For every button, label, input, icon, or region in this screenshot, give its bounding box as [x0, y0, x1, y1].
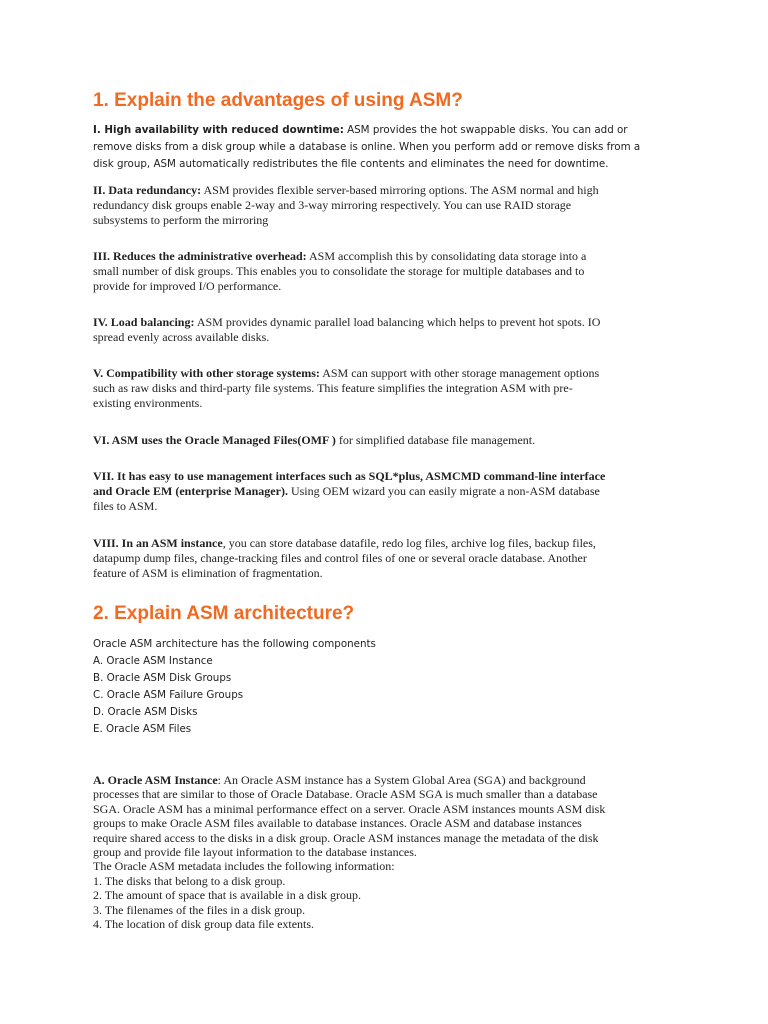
paragraph-admin-overhead — [93, 249, 683, 294]
text-line: ASM provides flexible server-based mirroring options. The ASM normal and high — [201, 183, 599, 197]
text-line: redundancy disk groups enable 2-way and 3-way mirroring respectively. You can use RAID storage — [93, 198, 572, 212]
list-item: 3. The filenames of the files in a disk group. — [93, 902, 306, 917]
paragraph-omf — [93, 433, 683, 448]
term-data-redundancy: II. Data redundancy: — [93, 183, 202, 197]
text-line: ASM provides dynamic parallel load balancing which helps to prevent hot spots. IO — [194, 315, 601, 329]
paragraph-compatibility — [93, 366, 683, 411]
term-high-availability: I. High availability with reduced downtime: — [93, 124, 344, 136]
text-line: ASM can support with other storage management options — [319, 366, 600, 380]
list-item: D. Oracle ASM Disks — [93, 706, 198, 718]
heading-architecture: 2. Explain ASM architecture? — [93, 603, 355, 624]
text-line: groups to make Oracle ASM files available to database instances. Oracle ASM and database instances — [93, 816, 582, 831]
term-admin-overhead: III. Reduces the administrative overhead: — [93, 249, 307, 263]
term-load-balancing: IV. Load balancing: — [93, 315, 195, 329]
term-management-interfaces: VII. It has easy to use management interfaces such as SQL*plus, ASMCMD command-line interface — [93, 469, 606, 483]
paragraph-high-availability — [93, 122, 683, 173]
text-line: ASM accomplish this by consolidating data storage into a — [306, 249, 587, 263]
list-item: 1. The disks that belong to a disk group. — [93, 873, 286, 888]
term-asm-instance: VIII. In an ASM instance — [93, 536, 223, 550]
list-item: 2. The amount of space that is available in a disk group. — [93, 888, 362, 903]
text-line: group and provide file layout information to the database instances. — [93, 845, 417, 860]
text-line: feature of ASM is elimination of fragmentation. — [93, 566, 323, 580]
text-line: subsystems to perform the mirroring — [93, 213, 269, 227]
text-line: , you can store database datafile, redo log files, archive log files, backup files, — [222, 536, 596, 550]
term-compatibility: V. Compatibility with other storage systems: — [93, 366, 320, 380]
text-line: such as raw disks and third-party file systems. This feature simplifies the integration ASM with pre- — [93, 381, 573, 395]
components-intro: Oracle ASM architecture has the following components — [93, 638, 376, 650]
text-line: datapump dump files, change-tracking files and control files of one or several oracle database. Another — [93, 551, 587, 565]
paragraph-asm-instance — [93, 773, 683, 931]
text-line: SGA. Oracle ASM has a minimal performance effect on a server. Oracle ASM instances mounts ASM disk — [93, 801, 606, 816]
paragraph-asm-instance-storage — [93, 536, 683, 581]
text-line: remove disks from a disk group while a database is online. When you perform add or remove disks from a — [93, 141, 641, 153]
term-oracle-asm-instance: A. Oracle ASM Instance — [93, 773, 218, 787]
paragraph-load-balancing — [93, 315, 683, 345]
text-line: disk group, ASM automatically redistributes the file contents and eliminates the need for downtime. — [93, 158, 609, 170]
text-line: spread evenly across available disks. — [93, 330, 270, 344]
list-item: E. Oracle ASM Files — [93, 723, 192, 735]
text-line: provide for improved I/O performance. — [93, 279, 282, 293]
term-oracle-em: and Oracle EM (enterprise Manager). — [93, 484, 288, 498]
paragraph-management-interfaces — [93, 469, 683, 514]
term-omf: VI. ASM uses the Oracle Managed Files(OMF ) — [93, 433, 336, 447]
text-line: for simplified database file management. — [335, 433, 536, 447]
list-item: A. Oracle ASM Instance — [93, 655, 213, 667]
text-line: small number of disk groups. This enables you to consolidate the storage for multiple databases and to — [93, 264, 585, 278]
text-line: : An Oracle ASM instance has a System Global Area (SGA) and background — [217, 773, 586, 787]
text-line: files to ASM. — [93, 499, 158, 513]
list-item: B. Oracle ASM Disk Groups — [93, 672, 232, 684]
heading-advantages: 1. Explain the advantages of using ASM? — [93, 90, 463, 111]
text-line: existing environments. — [93, 396, 203, 410]
text-line: ASM provides the hot swappable disks. You can add or — [343, 124, 628, 136]
list-item: C. Oracle ASM Failure Groups — [93, 689, 244, 701]
list-item: 4. The location of disk group data file extents. — [93, 917, 315, 932]
metadata-intro: The Oracle ASM metadata includes the following information: — [93, 859, 395, 874]
text-line: Using OEM wizard you can easily migrate a non-ASM database — [287, 484, 600, 498]
architecture-components-list — [93, 636, 683, 738]
paragraph-data-redundancy — [93, 183, 683, 228]
text-line: processes that are similar to those of Oracle Database. Oracle ASM SGA is much smaller than a database — [93, 787, 598, 802]
text-line: require shared access to the disks in a disk group. Oracle ASM instances manage the metadata of the disk — [93, 830, 599, 845]
